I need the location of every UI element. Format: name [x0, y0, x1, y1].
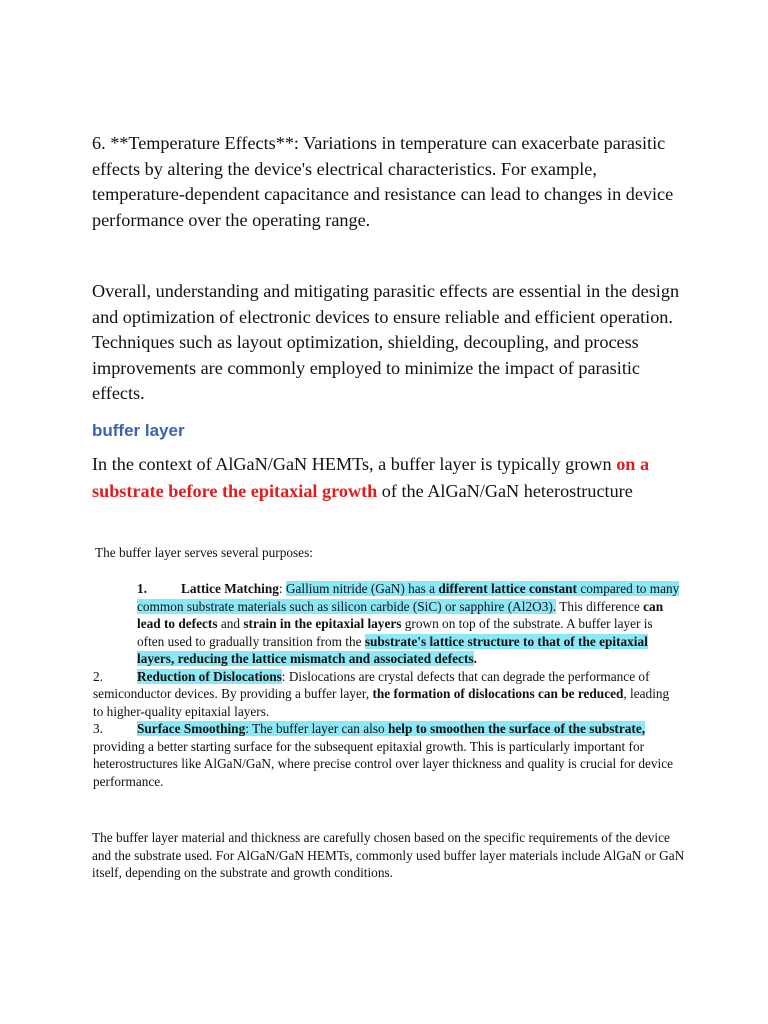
- context-text-start: In the context of AlGaN/GaN HEMTs, a buffer layer is typically grown: [92, 454, 617, 474]
- list-item-number: 3.: [93, 721, 103, 736]
- list-item-text: grown on top of the substrate. A buffer layer is often used to gradually transition from the: [137, 616, 653, 649]
- list-item-title: Lattice Matching: [181, 581, 279, 596]
- highlighted-text: compared to many common substrate materials such as silicon carbide (SiC) or sapphire (Al2O3).: [137, 581, 680, 614]
- highlighted-bold-text: help to smoothen the surface of the substrate,: [388, 721, 646, 736]
- overall-paragraph: Overall, understanding and mitigating parasitic effects are essential in the design and optimization of electronic devices to ensure reliable and efficient operation. Techniques such as layout optimization, shielding, decoupling, and process improvements are commonly employed to minimize the impact of parasitic effects.: [92, 281, 680, 404]
- purposes-list: [93, 580, 682, 790]
- list-item-surface-smoothing: [93, 720, 682, 790]
- highlighted-bold-text: different lattice constant: [438, 581, 577, 596]
- highlighted-bold-title: Surface Smoothing: [137, 721, 246, 736]
- bold-text: strain in the epitaxial layers: [243, 616, 402, 631]
- bold-text: can lead to defects: [137, 598, 664, 631]
- list-item-text: , leading to higher-quality epitaxial layers.: [93, 686, 670, 719]
- context-text-end: of the AlGaN/GaN heterostructure: [377, 481, 633, 501]
- purposes-intro: The buffer layer serves several purposes:: [95, 545, 313, 560]
- list-item-text: :: [278, 581, 286, 596]
- highlighted-bold-text: substrate's lattice structure to that of the epitaxial layers, reducing the lattice mismatch and associated defects: [137, 633, 648, 666]
- list-item-lattice-matching: [137, 580, 682, 668]
- list-item-text: This difference: [556, 598, 644, 614]
- list-item-number: 1.: [137, 581, 147, 596]
- bold-text: the formation of dislocations can be reduced: [372, 686, 624, 701]
- list-item-reduction-of-dislocations: [93, 668, 682, 721]
- highlighted-text: Gallium nitride (GaN) has a: [285, 581, 439, 596]
- list-item-number: 2.: [93, 668, 103, 684]
- list-item-text: providing a better starting surface for the subsequent epitaxial growth. This is particularly important for heterostructures like AlGaN/GaN, where precise control over layer thickness and quality is crucial for device performance.: [93, 738, 674, 789]
- section-heading: buffer layer: [92, 421, 185, 440]
- highlighted-text: : The buffer layer can also: [245, 721, 388, 736]
- list-item-text: and: [217, 616, 244, 631]
- highlighted-bold-title: Reduction of Dislocations: [137, 668, 282, 684]
- context-red-emphasis: on a substrate before the epitaxial growth: [92, 454, 650, 501]
- closing-paragraph: The buffer layer material and thickness are carefully chosen based on the specific requirements of the device and the substrate used. For AlGaN/GaN HEMTs, commonly used buffer layer materials include AlGaN or GaN itself, depending on the substrate and growth conditions.: [92, 830, 685, 880]
- list-item-text: : Dislocations are crystal defects that can degrade the performance of semiconductor devices. By providing a buffer layer,: [93, 668, 650, 701]
- temperature-effects-paragraph: 6. **Temperature Effects**: Variations in temperature can exacerbate parasitic effects by altering the device's electrical characteristics. For example, temperature-dependent capacitance and resistance can lead to changes in device performance over the operating range.: [92, 133, 674, 230]
- context-paragraph: [92, 451, 692, 505]
- bold-text: .: [473, 651, 477, 666]
